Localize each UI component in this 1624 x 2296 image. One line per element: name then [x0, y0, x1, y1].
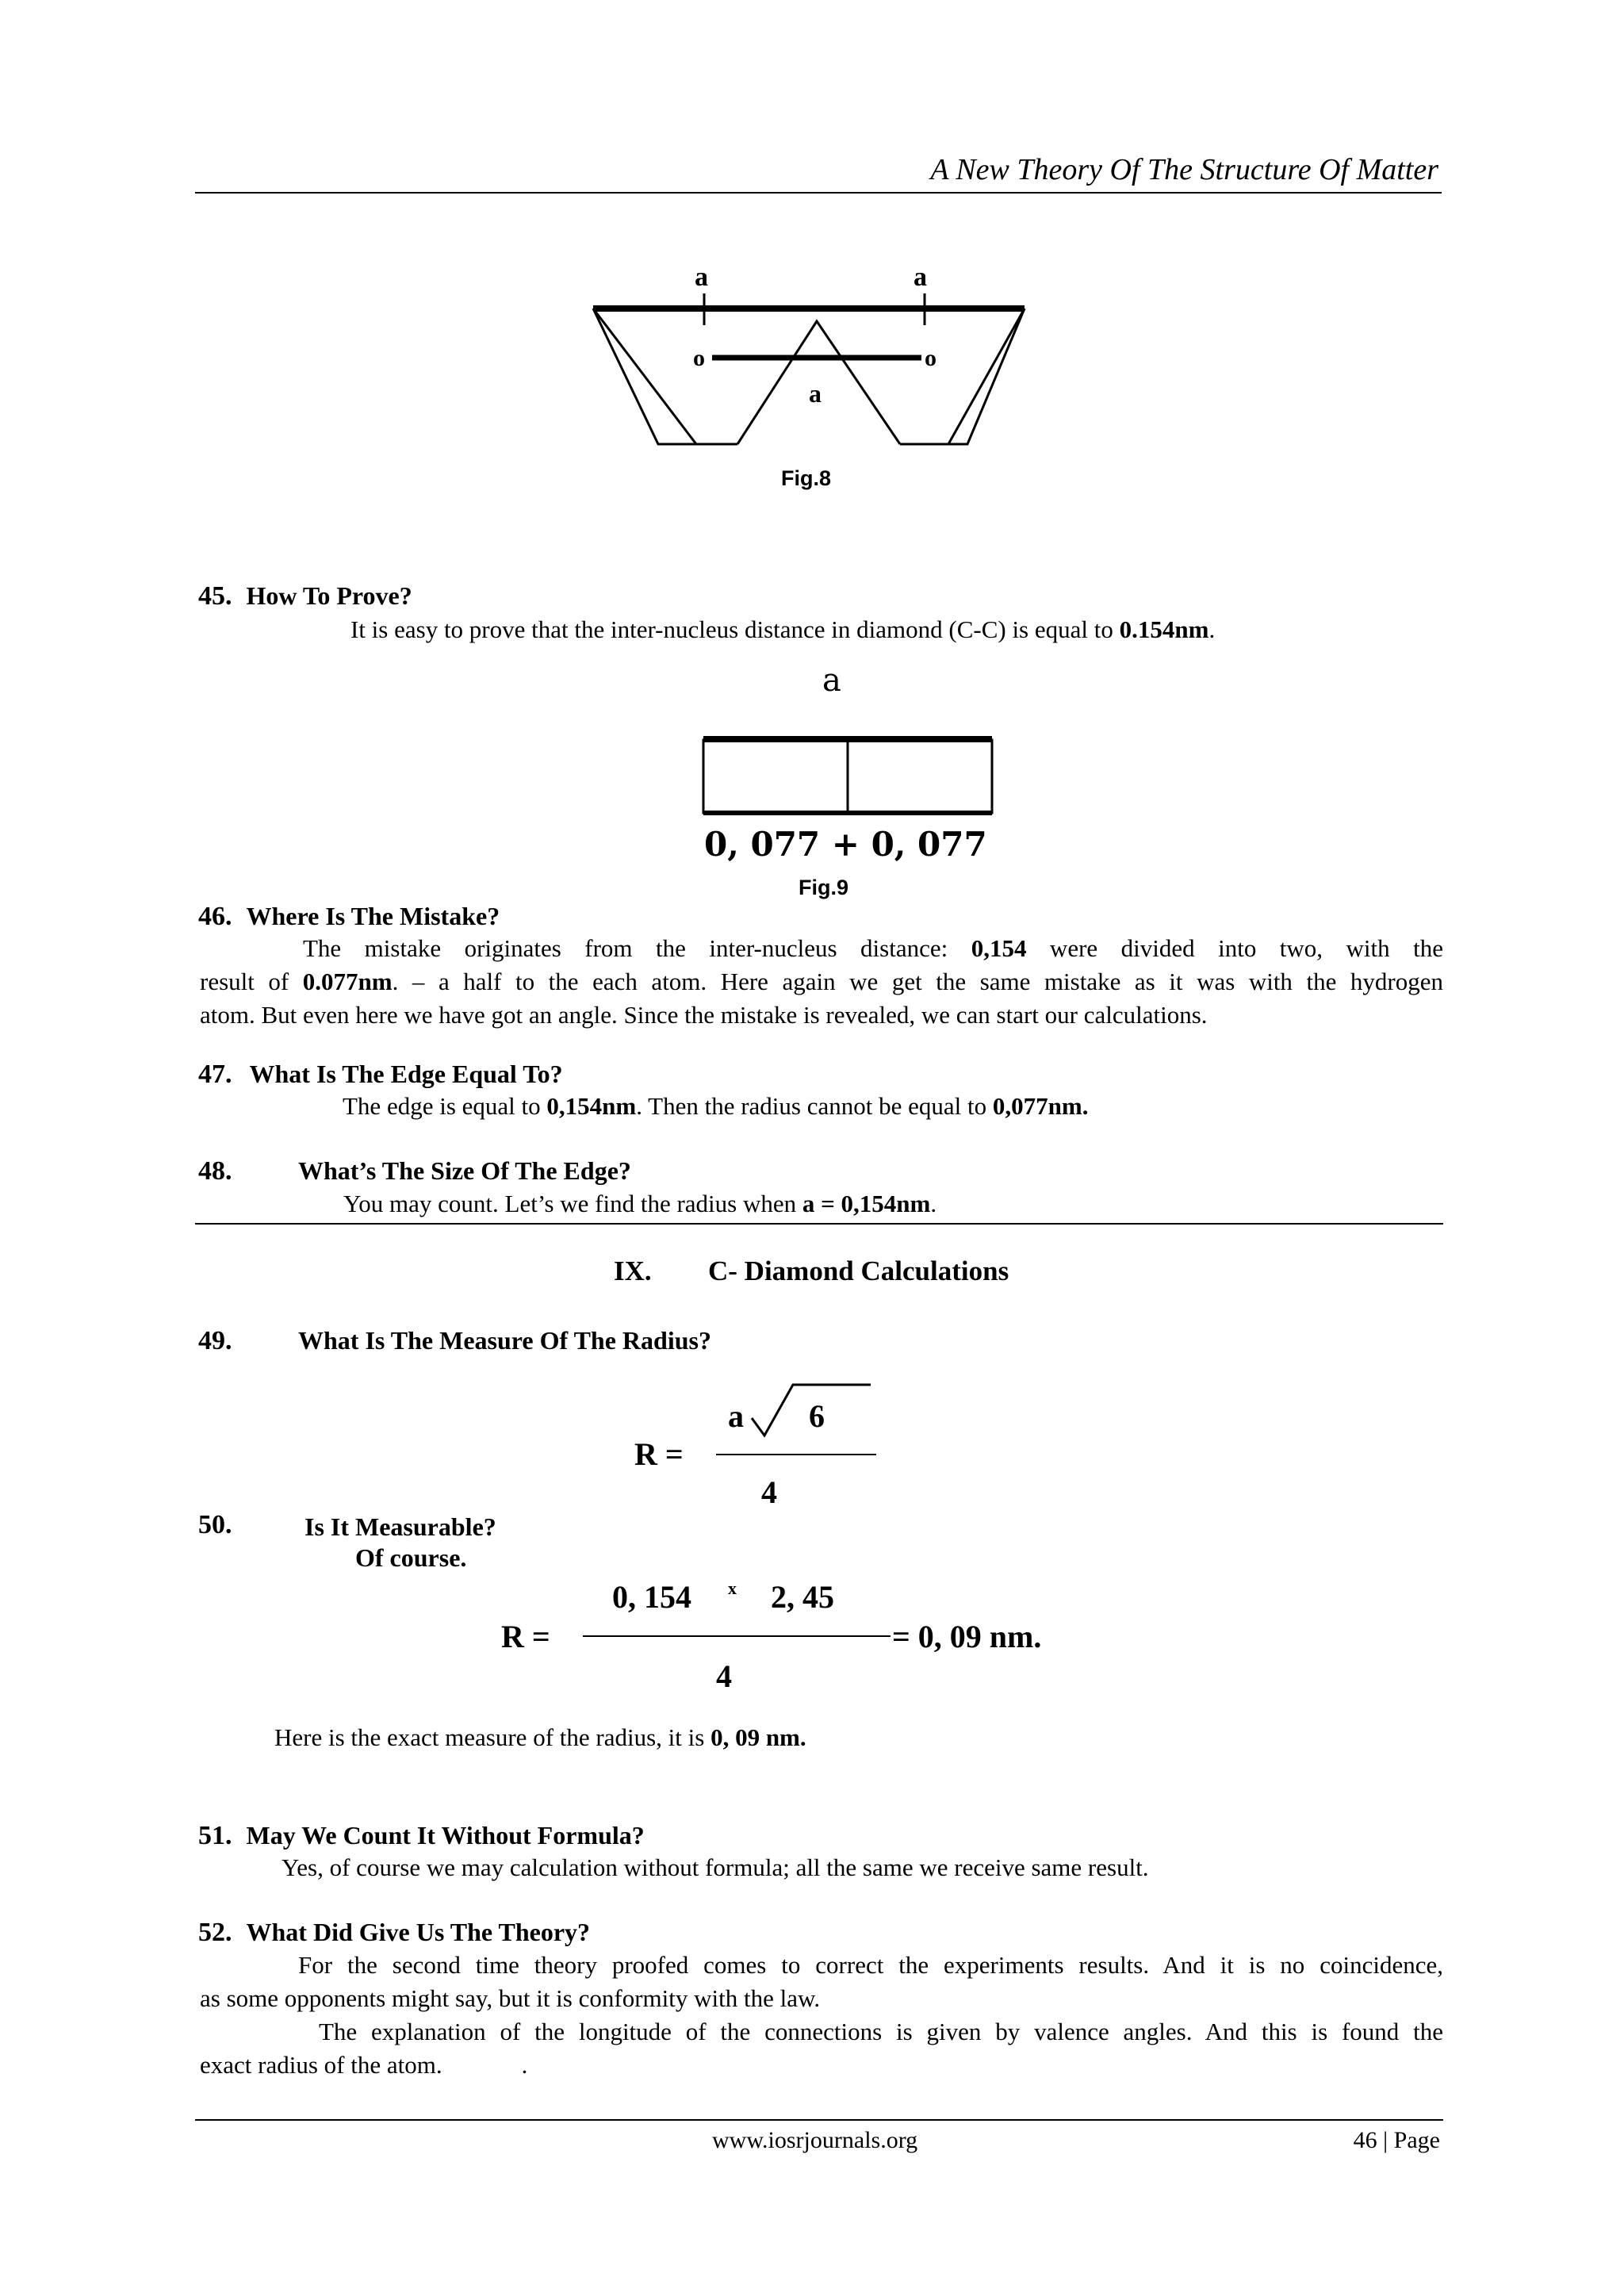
- q50-heading: [198, 1510, 232, 1540]
- q52-heading: [198, 1918, 590, 1948]
- q47-number: 47.: [198, 1060, 232, 1089]
- q46-line-1: The mistake originates from the inter-nucleus distance: 0,154 were divided into two, with the: [303, 934, 1443, 962]
- q50-result: = 0, 09 nm.: [892, 1619, 1042, 1654]
- q48-title: What’s The Size Of The Edge?: [298, 1156, 631, 1185]
- q50-title: Is It Measurable?: [304, 1512, 496, 1541]
- header-rule: [195, 192, 1442, 194]
- q46-title: Where Is The Mistake?: [246, 902, 500, 930]
- fig8-label-o-left: o: [693, 345, 705, 371]
- q48-heading: [198, 1156, 232, 1186]
- fig8-left-outer: [593, 309, 737, 444]
- section-numeral: IX.: [614, 1255, 652, 1286]
- q45-heading: [198, 581, 412, 611]
- footer-page-number: 46 | Page: [1353, 2127, 1440, 2153]
- q46-paragraph: [200, 932, 1443, 1032]
- q48-number: 48.: [198, 1156, 232, 1186]
- q52-p2-line-2: exact radius of the atom. .: [200, 2051, 528, 2079]
- q46-heading: [198, 902, 500, 932]
- q49-number: 49.: [198, 1326, 232, 1355]
- q52-p1-line-1: For the second time theory proofed comes to correct the experiments results. And it is no coincidence,: [298, 1951, 1443, 1979]
- q47-title: What Is The Edge Equal To?: [249, 1060, 563, 1088]
- fig9-top-label: a: [822, 662, 841, 699]
- q49-formula-lhs: R =: [634, 1436, 684, 1472]
- q51-title: May We Count It Without Formula?: [246, 1821, 645, 1849]
- q52-p1-line-2: as some opponents might say, but it is conformity with the law.: [200, 1984, 821, 2012]
- q50-subtitle: Of course.: [355, 1543, 467, 1572]
- fig8-label-a-middle: a: [809, 379, 822, 408]
- q50-number: 50.: [198, 1510, 232, 1539]
- q52-paragraph: [200, 1949, 1443, 2082]
- q50-lhs: R =: [501, 1619, 550, 1654]
- q48-text: You may count. Let’s we find the radius when a = 0,154nm.: [343, 1190, 937, 1217]
- q50-num-left: 0, 154: [612, 1579, 691, 1615]
- footer-url[interactable]: www.iosrjournals.org: [712, 2127, 918, 2153]
- q51-heading: [198, 1821, 645, 1851]
- q49-title: What Is The Measure Of The Radius?: [298, 1326, 711, 1355]
- fig9-bottom-label: 0, 077 + 0, 077: [704, 825, 987, 864]
- q49-formula-denominator: 4: [761, 1474, 777, 1510]
- q46-line-2: result of 0.077nm. – a half to the each atom. Here again we get the same mistake as it was with the hydrogen: [200, 968, 1443, 995]
- q46-number: 46.: [198, 902, 232, 931]
- fig9-diagram: [698, 730, 999, 825]
- section-divider: [195, 1223, 1443, 1225]
- q47-text: The edge is equal to 0,154nm. Then the radius cannot be equal to 0,077nm.: [343, 1092, 1089, 1120]
- q50-conclusion: Here is the exact measure of the radius, it is 0, 09 nm.: [274, 1723, 806, 1751]
- q49-formula-radicand: 6: [809, 1398, 825, 1434]
- q45-title: How To Prove?: [246, 581, 412, 610]
- q51-text: Yes, of course we may calculation without formula; all the same we receive same result.: [282, 1853, 1149, 1881]
- q49-formula-numerator-a: a: [728, 1398, 744, 1434]
- footer-rule: [195, 2119, 1443, 2121]
- q50-fraction-bar: [583, 1635, 891, 1637]
- fig8-label-o-right: o: [925, 345, 936, 371]
- q49-fraction-bar: [716, 1454, 876, 1455]
- q49-heading: [198, 1326, 232, 1356]
- fig9-caption: Fig.9: [799, 876, 849, 899]
- q45-text: It is easy to prove that the inter-nucleus distance in diamond (C-C) is equal to 0.154nm.: [350, 615, 1216, 643]
- q47-heading: [198, 1060, 563, 1090]
- q51-number: 51.: [198, 1821, 232, 1850]
- fig8-label-a-left: a: [695, 263, 708, 292]
- fig8-diagram: [579, 262, 1039, 468]
- q50-times: x: [728, 1578, 737, 1598]
- fig8-label-a-right: a: [914, 263, 927, 292]
- q46-line-3: atom. But even here we have got an angle. Since the mistake is revealed, we can start our calculations.: [200, 1001, 1208, 1029]
- q52-p2-line-1: The explanation of the longitude of the connections is given by valence angles. And this is found the: [319, 2018, 1443, 2045]
- q52-number: 52.: [198, 1918, 232, 1947]
- q52-title: What Did Give Us The Theory?: [246, 1918, 591, 1946]
- q50-num-right: 2, 45: [771, 1579, 834, 1615]
- q50-denominator: 4: [716, 1658, 732, 1694]
- fig8-right-inner: [900, 309, 1025, 444]
- fig8-caption: Fig.8: [781, 466, 832, 490]
- q45-number: 45.: [198, 581, 232, 611]
- running-title: A New Theory Of The Structure Of Matter: [930, 153, 1438, 186]
- section-title: C- Diamond Calculations: [708, 1255, 1009, 1286]
